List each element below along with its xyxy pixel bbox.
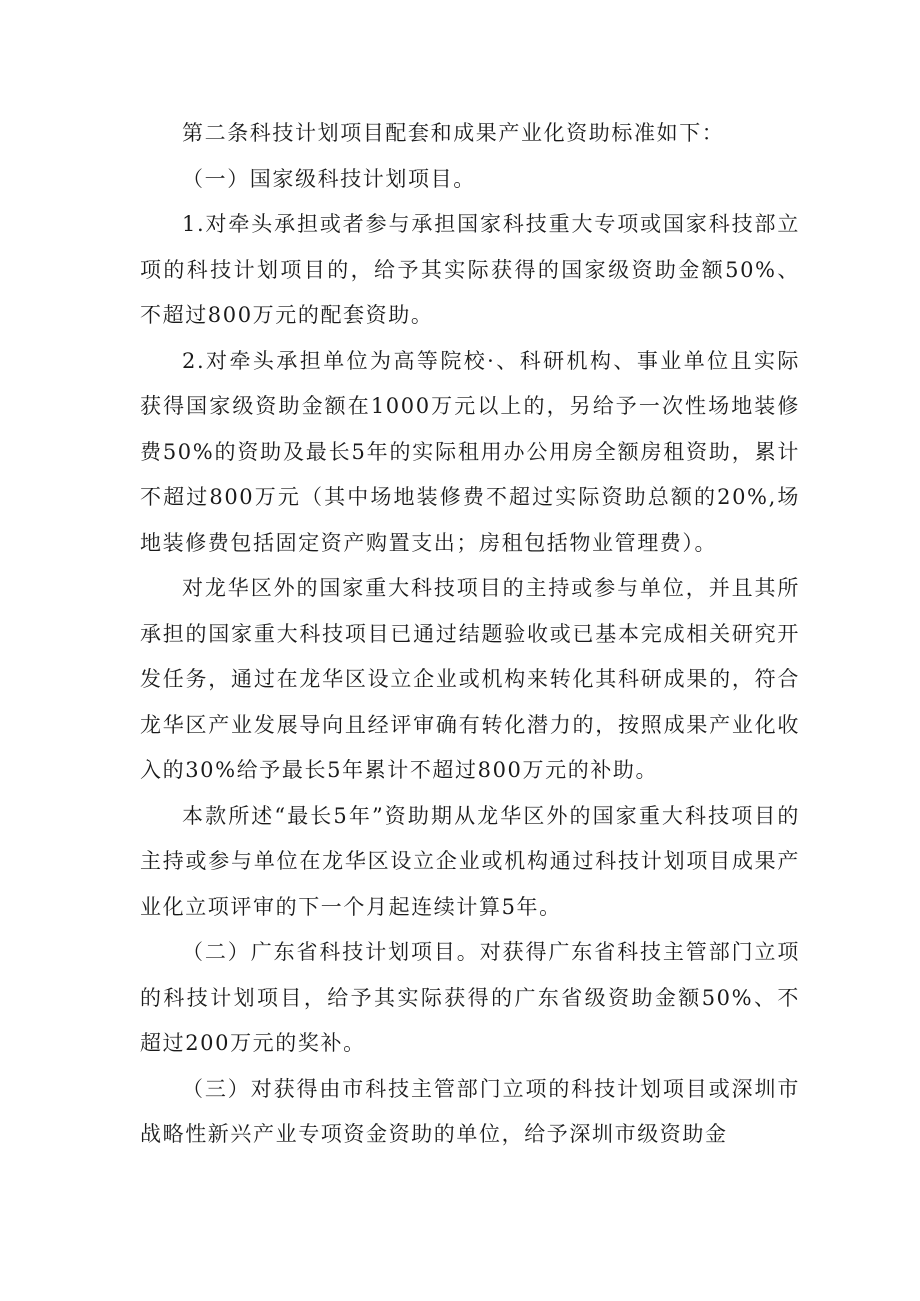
document-body: [140, 111, 800, 1158]
article-heading: 第二条科技计划项目配套和成果产业化资助标准如下：: [182, 121, 725, 145]
paragraph-item-1: 1.对牵头承担或者参与承担国家科技重大专项或国家科技部立项的科技计划项目的，给予其实际获得的国家级资助金额50%、不超过800万元的配套资助。: [140, 212, 800, 327]
paragraph-item-2: 2.对牵头承担单位为高等院校·、科研机构、事业单位且实际获得国家级资助金额在1000万元以上的，另给予一次性场地装修费50%的资助及最长5年的实际租用办公用房全额房租资助，累计不超过800万元（其中场地装修费不超过实际资助总额的20%,场地装修费包括固定资产购置支出；房租包括物业管理费）。: [140, 348, 800, 555]
section-guangdong: （二）广东省科技计划项目。对获得广东省科技主管部门立项的科技计划项目，给予其实际获得的广东省级资助金额50%、不超过200万元的奖补。: [140, 940, 800, 1055]
section-national-heading: （一）国家级科技计划项目。: [182, 166, 476, 191]
paragraph-funding-period: 本款所述“最长5年”资助期从龙华区外的国家重大科技项目的主持或参与单位在龙华区设立企业或机构通过科技计划项目成果产业化立项评审的下一个月起连续计算5年。: [140, 803, 800, 919]
section-shenzhen: （三）对获得由市科技主管部门立项的科技计划项目或深圳市战略性新兴产业专项资金资助的单位，给予深圳市级资助金: [140, 1076, 800, 1146]
paragraph-external-projects: 对龙华区外的国家重大科技项目的主持或参与单位，并且其所承担的国家重大科技项目已通过结题验收或已基本完成相关研究开发任务，通过在龙华区设立企业或机构来转化其科研成果的，符合龙华区产业发展导向且经评审确有转化潜力的，按照成果产业化收入的30%给予最长5年累计不超过800万元的补助。: [140, 576, 800, 782]
